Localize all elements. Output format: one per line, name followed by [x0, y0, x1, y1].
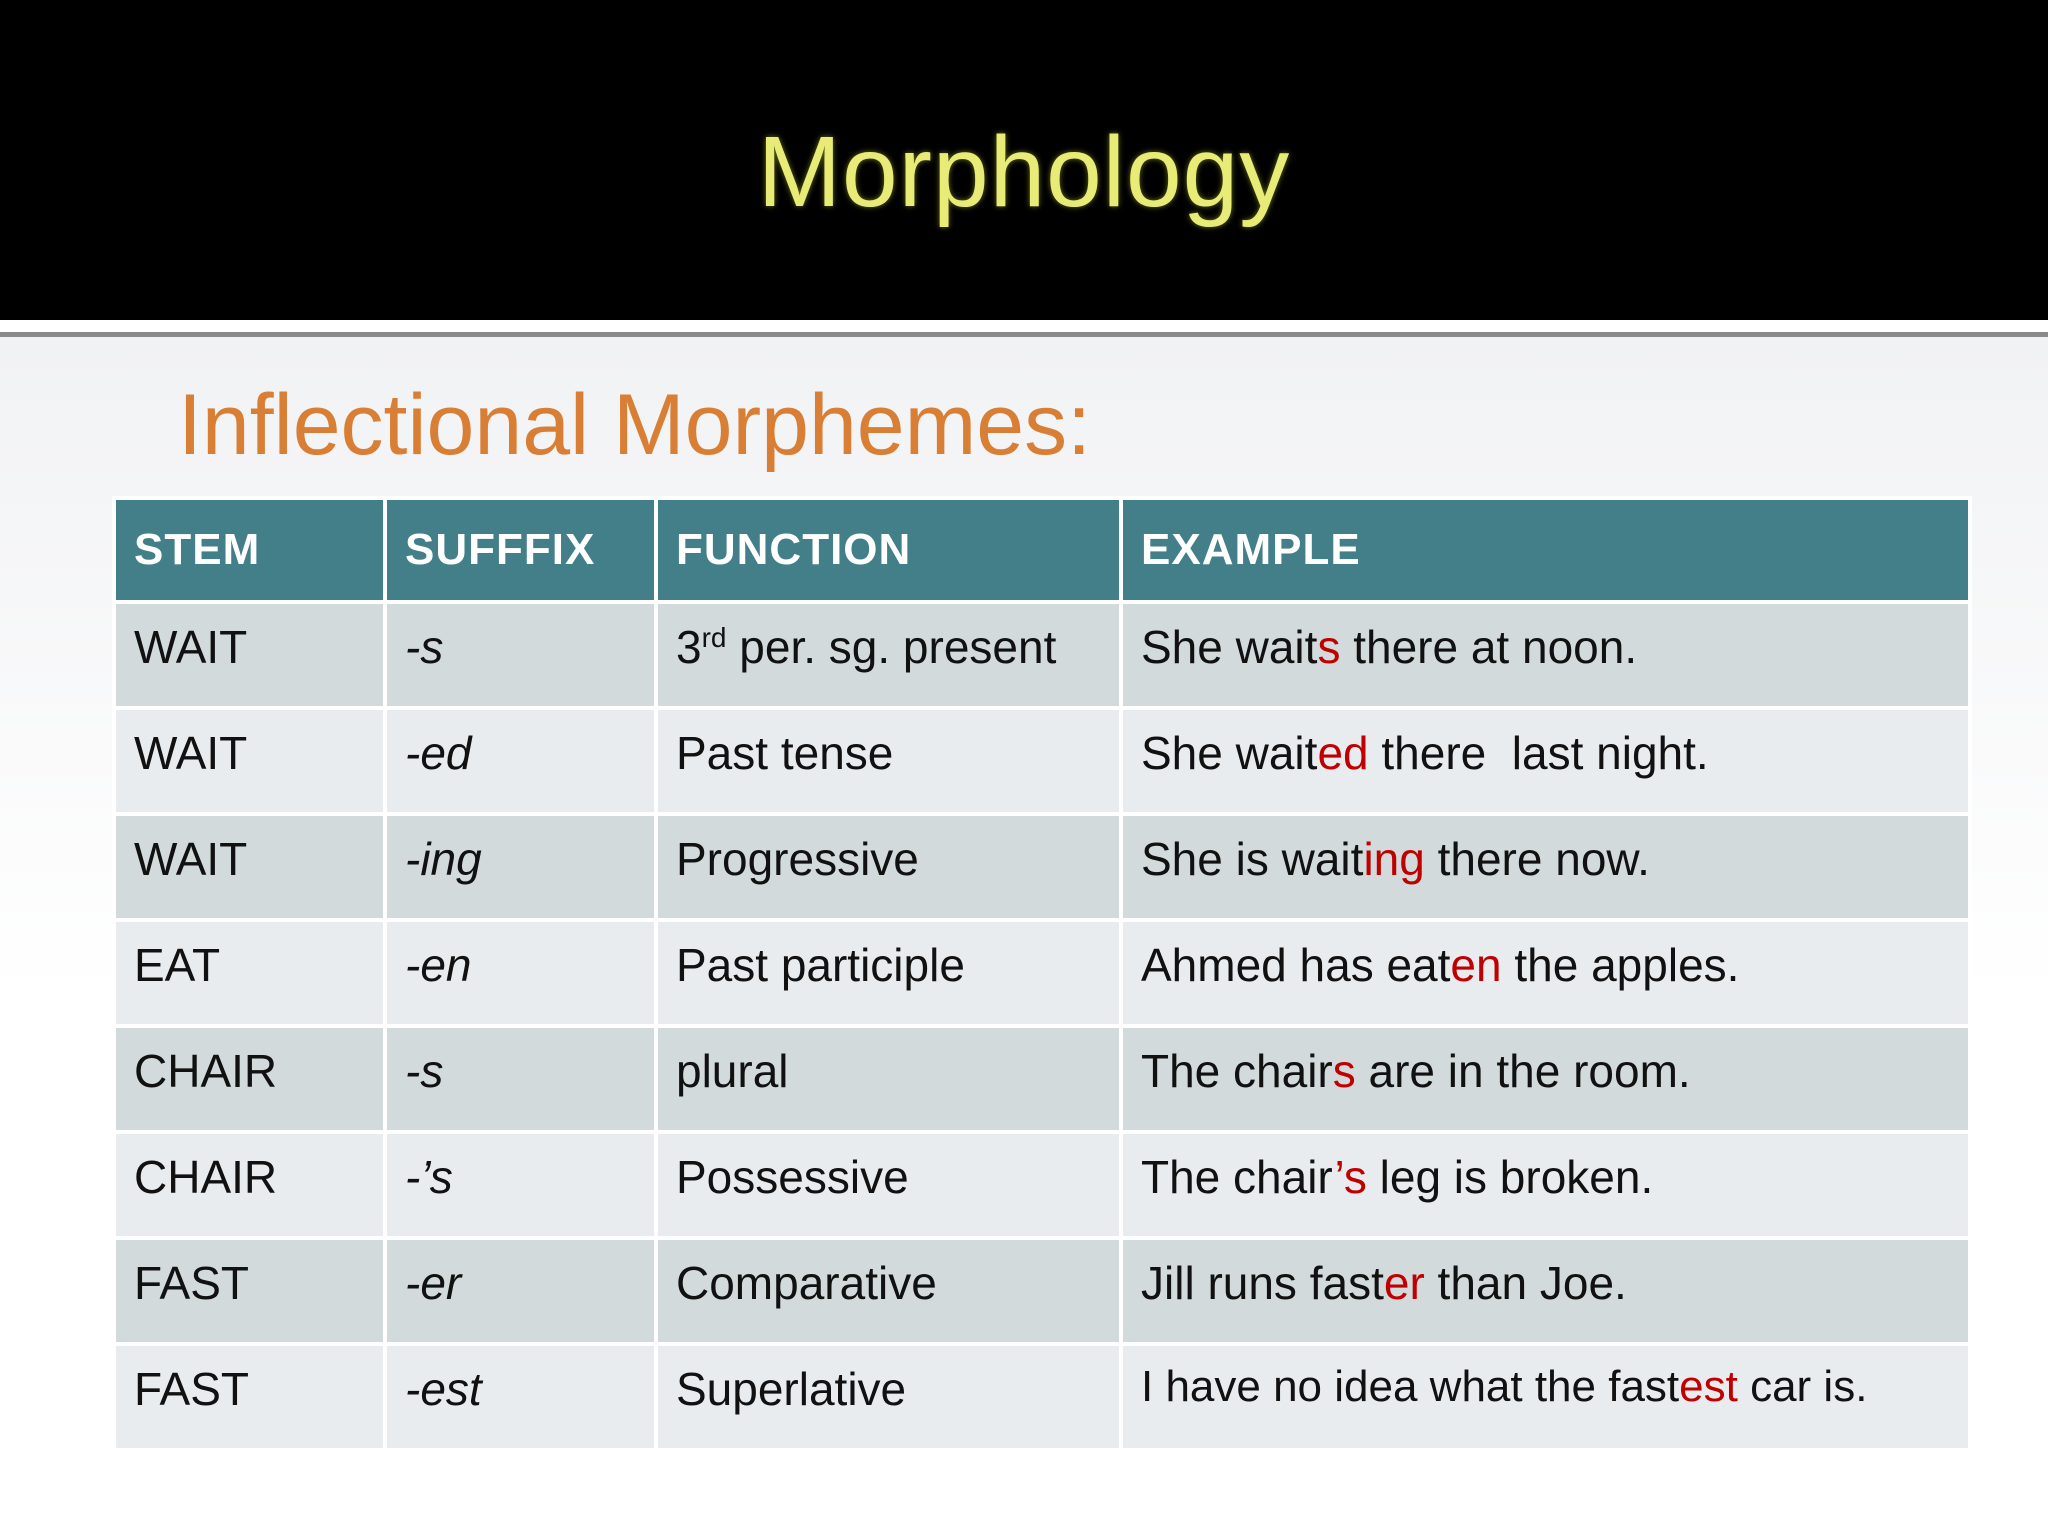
- header-example: EXAMPLE: [1121, 498, 1970, 602]
- function-cell: Possessive: [656, 1132, 1121, 1238]
- suffix-cell: -er: [385, 1238, 656, 1344]
- stem-cell: CHAIR: [114, 1132, 385, 1238]
- function-superscript: rd: [701, 622, 727, 653]
- example-after: are in the room.: [1355, 1045, 1691, 1097]
- example-suffix-highlight: s: [1332, 1045, 1356, 1097]
- example-after: leg is broken.: [1366, 1151, 1654, 1203]
- example-before: The chair: [1141, 1151, 1335, 1203]
- function-cell: [656, 602, 1121, 708]
- table-row: [114, 1026, 1970, 1132]
- table-row: [114, 602, 1970, 708]
- stem-cell: FAST: [114, 1238, 385, 1344]
- example-cell: [1121, 920, 1970, 1026]
- slide-title: Morphology: [757, 116, 1291, 228]
- stem-cell: EAT: [114, 920, 385, 1026]
- function-cell: Comparative: [656, 1238, 1121, 1344]
- example-suffix-highlight: ing: [1363, 833, 1425, 885]
- example-suffix-highlight: s: [1317, 621, 1341, 673]
- suffix-cell: -s: [385, 602, 656, 708]
- example-before: She wait: [1141, 727, 1318, 779]
- example-after: car is.: [1737, 1362, 1868, 1411]
- example-suffix-highlight: ed: [1317, 727, 1369, 779]
- example-suffix-highlight: ’s: [1334, 1151, 1367, 1203]
- function-cell: plural: [656, 1026, 1121, 1132]
- example-before: The chair: [1141, 1045, 1333, 1097]
- table-row: [114, 814, 1970, 920]
- table-row: [114, 1344, 1970, 1450]
- example-before: She wait: [1141, 621, 1318, 673]
- example-cell: [1121, 1132, 1970, 1238]
- header-suffix: SUFFFIX: [385, 498, 656, 602]
- suffix-cell: -s: [385, 1026, 656, 1132]
- suffix-cell: -en: [385, 920, 656, 1026]
- function-cell: Past participle: [656, 920, 1121, 1026]
- table-row: [114, 1238, 1970, 1344]
- suffix-cell: -est: [385, 1344, 656, 1450]
- function-text: per. sg. present: [726, 621, 1057, 673]
- example-cell: [1121, 708, 1970, 814]
- example-suffix-highlight: en: [1450, 939, 1502, 991]
- title-bar: [0, 0, 2048, 320]
- stem-cell: CHAIR: [114, 1026, 385, 1132]
- example-after: the apples.: [1501, 939, 1740, 991]
- stem-cell: WAIT: [114, 814, 385, 920]
- example-cell: [1121, 1238, 1970, 1344]
- function-cell: Superlative: [656, 1344, 1121, 1450]
- example-cell: [1121, 814, 1970, 920]
- morpheme-table: [112, 496, 1972, 1452]
- example-after: there at noon.: [1340, 621, 1638, 673]
- stem-cell: WAIT: [114, 708, 385, 814]
- header-function: FUNCTION: [656, 498, 1121, 602]
- divider-white: [0, 320, 2048, 332]
- example-suffix-highlight: er: [1383, 1257, 1425, 1309]
- header-stem: STEM: [114, 498, 385, 602]
- example-cell: [1121, 602, 1970, 708]
- example-before: Jill runs fast: [1141, 1257, 1384, 1309]
- example-after: there now.: [1424, 833, 1650, 885]
- example-after: there last night.: [1368, 727, 1709, 779]
- suffix-cell: -ed: [385, 708, 656, 814]
- stem-cell: WAIT: [114, 602, 385, 708]
- example-after: than Joe.: [1424, 1257, 1627, 1309]
- example-before: She is wait: [1141, 833, 1364, 885]
- table-row: [114, 708, 1970, 814]
- suffix-cell: -’s: [385, 1132, 656, 1238]
- function-cell: Past tense: [656, 708, 1121, 814]
- table-header-row: [114, 498, 1970, 602]
- example-cell: [1121, 1026, 1970, 1132]
- function-number: 3: [676, 621, 702, 673]
- example-suffix-highlight: est: [1679, 1362, 1738, 1411]
- example-before: I have no idea what the fast: [1141, 1362, 1680, 1411]
- table-row: [114, 920, 1970, 1026]
- stem-cell: FAST: [114, 1344, 385, 1450]
- suffix-cell: -ing: [385, 814, 656, 920]
- table-row: [114, 1132, 1970, 1238]
- function-cell: Progressive: [656, 814, 1121, 920]
- example-before: Ahmed has eat: [1141, 939, 1451, 991]
- slide-subtitle: Inflectional Morphemes:: [178, 377, 1091, 473]
- example-cell: [1121, 1344, 1970, 1450]
